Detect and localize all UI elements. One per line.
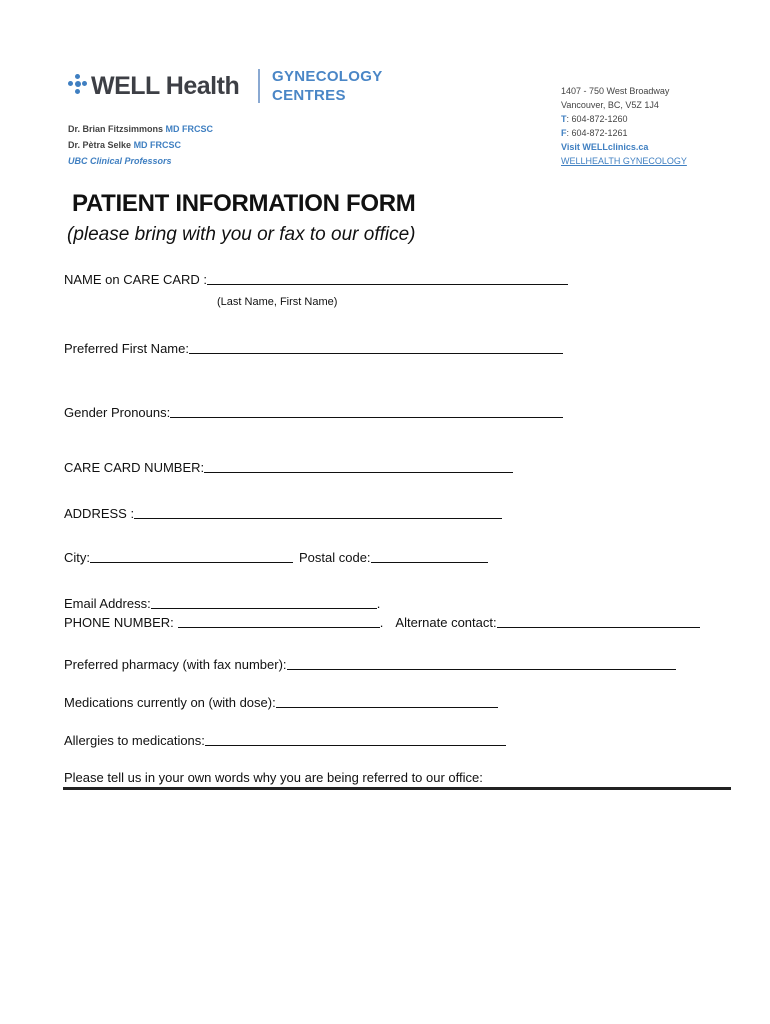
phone-label: T <box>561 114 567 124</box>
pronouns-field[interactable] <box>170 405 563 418</box>
postal-field[interactable] <box>371 550 488 563</box>
care-card-row <box>64 460 513 475</box>
pronouns-label: Gender Pronouns: <box>64 405 171 420</box>
pronouns-row <box>64 405 563 420</box>
phone-number-field[interactable] <box>178 615 380 628</box>
medications-label: Medications currently on (with dose): <box>64 695 276 710</box>
phone-value: : 604-872-1260 <box>566 114 628 124</box>
doctor-1-credentials: MD FRCSC <box>165 124 214 134</box>
wellhealth-gynecology-link[interactable]: WELLHEALTH GYNECOLOGY <box>561 156 687 166</box>
logo-division-text <box>272 67 383 105</box>
address-line1: 1407 - 750 West Broadway <box>561 86 670 96</box>
city-row <box>64 550 488 565</box>
doctor-2-credentials: MD FRCSC <box>133 140 182 150</box>
phone-row: PHONE NUMBER: . Alternate contact: <box>64 615 700 630</box>
fax-label: F <box>561 128 567 138</box>
referral-label: Please tell us in your own words why you are being referred to our office: <box>64 770 483 785</box>
logo-division-line1: GYNECOLOGY <box>272 68 383 85</box>
phone-line <box>561 114 628 124</box>
allergies-field[interactable] <box>205 733 506 746</box>
pharmacy-row <box>64 657 676 672</box>
address-line2: Vancouver, BC, V5Z 1J4 <box>561 100 659 110</box>
address-field[interactable] <box>134 506 502 519</box>
care-card-field[interactable] <box>204 460 513 473</box>
fax-value: : 604-872-1261 <box>566 128 628 138</box>
name-label: NAME on CARE CARD : <box>64 272 208 287</box>
phone-number-label: PHONE NUMBER: <box>64 615 174 630</box>
medications-row <box>64 695 498 710</box>
postal-label: Postal code: <box>299 550 371 565</box>
logo-divider <box>258 69 260 103</box>
name-field[interactable] <box>207 272 568 285</box>
medications-field[interactable] <box>276 695 498 708</box>
doctor-2-name: Dr. Pètra Selke <box>68 140 132 150</box>
doctor-1-name: Dr. Brian Fitzsimmons <box>68 124 164 134</box>
preferred-name-field[interactable] <box>189 341 563 354</box>
name-hint: (Last Name, First Name) <box>217 296 338 308</box>
allergies-label: Allergies to medications: <box>64 733 205 748</box>
logo-division-line2: CENTRES <box>272 87 346 104</box>
doctor-1 <box>68 124 213 134</box>
form-subtitle: (please bring with you or fax to our office) <box>67 224 416 245</box>
name-row <box>64 272 568 287</box>
city-field[interactable] <box>90 550 293 563</box>
form-title: PATIENT INFORMATION FORM <box>72 190 416 217</box>
pharmacy-label: Preferred pharmacy (with fax number): <box>64 657 287 672</box>
preferred-name-row <box>64 341 563 356</box>
referral-answer-line[interactable] <box>63 787 731 790</box>
address-label: ADDRESS : <box>64 506 135 521</box>
city-label: City: <box>64 550 90 565</box>
doctor-2 <box>68 140 181 150</box>
website-link[interactable]: Visit WELLclinics.ca <box>561 142 649 152</box>
address-row <box>64 506 502 521</box>
allergies-row <box>64 733 506 748</box>
pharmacy-field[interactable] <box>287 657 676 670</box>
referral-row <box>64 770 483 785</box>
care-card-label: CARE CARD NUMBER: <box>64 460 205 475</box>
email-row: Email Address: . <box>64 596 381 611</box>
preferred-name-label: Preferred First Name: <box>64 341 189 356</box>
logo-dots-icon <box>67 74 87 94</box>
alternate-contact-field[interactable] <box>497 615 700 628</box>
email-label: Email Address: <box>64 596 151 611</box>
logo-brand-text: WELL Health <box>91 72 240 100</box>
email-field[interactable] <box>151 596 377 609</box>
fax-line <box>561 128 628 138</box>
alternate-contact-label: Alternate contact: <box>395 615 497 630</box>
affiliation: UBC Clinical Professors <box>68 156 172 166</box>
